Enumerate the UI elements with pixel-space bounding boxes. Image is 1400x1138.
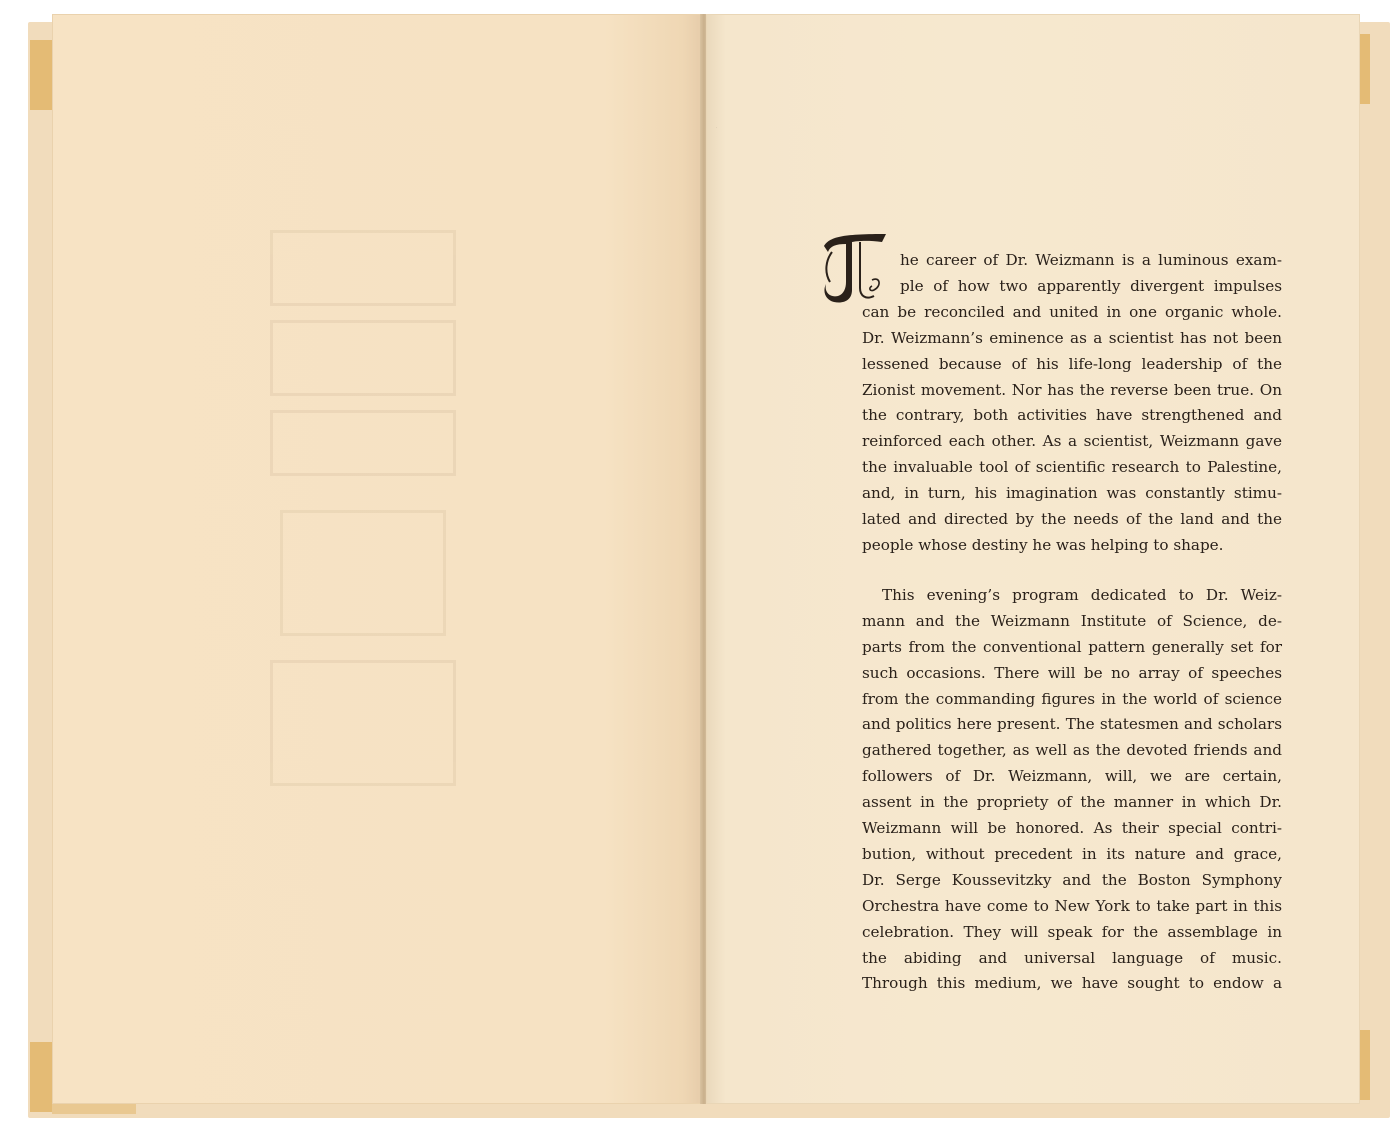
text-line: the abiding and universal language of music. [862,948,1282,967]
text-line: such occasions. There will be no array of speeches [862,663,1282,682]
text-line: Orchestra have come to New York to take part in this [862,896,1282,915]
text-line: reinforced each other. As a scientist, Weizmann gave [862,432,1282,451]
text-line: lated and directed by the needs of the land and the [862,510,1282,529]
text-line: gathered together, as well as the devoted friends and [862,741,1282,760]
tape-bottom-left [30,1042,52,1112]
text-line: ple of how two apparently divergent impulses [900,276,1282,295]
tape-bottom-right [1360,1030,1370,1100]
text-line: can be reconciled and united in one organic whole. [862,302,1282,321]
tape-top-left [30,40,52,110]
paragraph-2 [862,583,1282,998]
text-line: Through this medium, we have sought to endow a [862,974,1282,993]
dropcap-letter: T [716,128,717,129]
text-line: the contrary, both activities have strengthened and [862,406,1282,425]
text-line: Dr. Serge Koussevitzky and the Boston Symphony [862,870,1282,889]
text-line: This evening’s program dedicated to Dr. Weiz- [882,585,1282,604]
text-line: followers of Dr. Weizmann, will, we are certain, [862,767,1282,786]
body-text [862,248,1282,997]
show-through-ghost [270,220,470,800]
text-line: parts from the conventional pattern generally set for [862,637,1282,656]
text-line: the invaluable tool of scientific research to Palestine, [862,458,1282,477]
text-line: lessened because of his life-long leadership of the [862,354,1282,373]
paragraph-1 [862,248,1282,559]
text-line: mann and the Weizmann Institute of Science, de- [862,611,1282,630]
text-line: he career of Dr. Weizmann is a luminous exam- [900,251,1282,269]
text-line: people whose destiny he was helping to shape. [862,535,1224,554]
text-line: celebration. They will speak for the assemblage in [862,922,1282,941]
text-line: Dr. Weizmann’s eminence as a scientist has not been [862,328,1282,347]
text-line: Weizmann will be honored. As their special contri- [862,819,1282,838]
text-line: and, in turn, his imagination was constantly stimu- [862,484,1282,503]
tape-bottom-strip [52,1104,136,1114]
tape-top-right [1360,34,1370,104]
text-line: Zionist movement. Nor has the reverse been true. On [862,380,1282,399]
text-line: assent in the propriety of the manner in which Dr. [862,793,1282,812]
text-line: bution, without precedent in its nature and grace, [862,844,1282,863]
text-line: and politics here present. The statesmen and scholars [862,715,1282,734]
text-line: from the commanding figures in the world of science [862,689,1282,708]
